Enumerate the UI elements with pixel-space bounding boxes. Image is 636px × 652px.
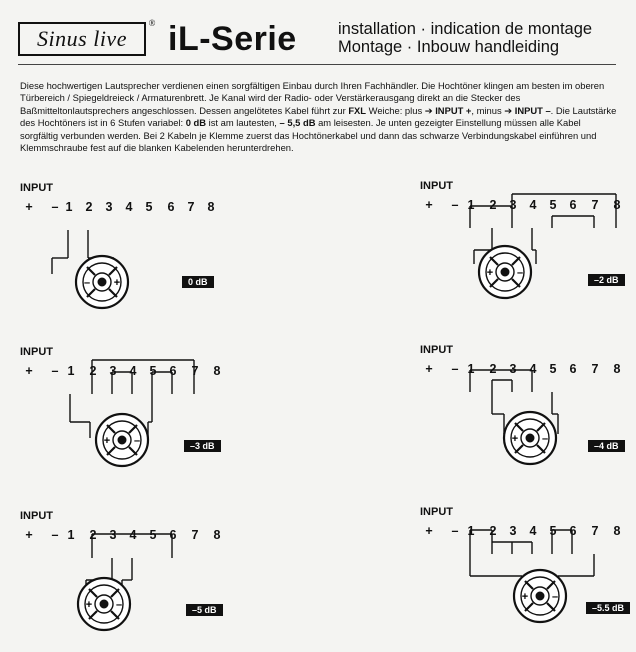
terminal-label: 3 (509, 198, 517, 212)
wiring-svg (20, 358, 230, 488)
terminal-label: 2 (85, 200, 93, 214)
header-divider (18, 64, 616, 65)
speaker-left-polarity: + (511, 433, 519, 445)
terminal-label: 2 (489, 198, 497, 212)
series-title: iL-Serie (168, 20, 297, 58)
speaker-left-polarity: + (521, 591, 529, 603)
tweeter-speaker-icon (504, 412, 556, 464)
terminal-label: – (451, 524, 459, 538)
terminal-label: 8 (613, 198, 621, 212)
speaker-left-polarity: + (85, 599, 93, 611)
terminal-label: 7 (187, 200, 195, 214)
input-label: INPUT (20, 346, 53, 358)
terminal-label: + (425, 198, 433, 212)
terminal-label: + (25, 200, 33, 214)
wiring-diagram (20, 182, 230, 312)
terminal-label: 5 (145, 200, 153, 214)
terminal-label: 7 (591, 362, 599, 376)
terminal-label: 3 (105, 200, 113, 214)
intro-paragraph: Diese hochwertigen Lautsprecher verdienen einen sorgfältigen Einbau durch Ihren Fachhändler. Die Hochtöner klingen am besten im oberen Türbereich / Spiegeldreieck / Armaturenbrett. Je Kanal wird der Radio- oder Verstärkerausgang direkt an die Stecker des Baßmitteltonlautsprechers angeschlossen. Dessen angelötetes Kabel führt zur FXL Weiche: plus ➔ INPUT +, minus ➔ INPUT –. Die Lautstärke des Hochtöners ist in 6 Stufen variabel: 0 dB ist am lautesten, – 5,5 dB am leisesten. Je unten gezeigter Einstellung müssen alle Kabel sorgfältig verbunden werden. Bei 2 Kabeln je Klemme zuerst das Hochtönerkabel und dann das schwarze Verbindungskabel einführen und Klemmschraube fest auf die blanken Kabelenden herunterdrehen. (20, 80, 617, 154)
terminal-label: 7 (191, 364, 199, 378)
speaker-right-polarity: – (516, 267, 524, 279)
attenuation-badge: –2 dB (588, 274, 625, 286)
terminal-label: 1 (467, 362, 475, 376)
terminal-label: 2 (89, 364, 97, 378)
terminal-label: + (425, 362, 433, 376)
terminal-label: 1 (65, 200, 73, 214)
terminal-label: 3 (509, 362, 517, 376)
speaker-right-polarity: – (115, 599, 123, 611)
terminal-label: 8 (207, 200, 215, 214)
terminal-label: 1 (67, 364, 75, 378)
terminal-label: – (451, 198, 459, 212)
terminal-label: 6 (569, 362, 577, 376)
terminal-label: 4 (129, 528, 137, 542)
terminal-label: 6 (167, 200, 175, 214)
terminal-label: 6 (569, 198, 577, 212)
speaker-left-polarity: + (103, 435, 111, 447)
terminal-label: 7 (591, 524, 599, 538)
terminal-label: 7 (191, 528, 199, 542)
terminal-label: 5 (549, 362, 557, 376)
header-line-2: Montage · Inbouw handleiding (338, 38, 560, 56)
terminal-label: 5 (549, 524, 557, 538)
wiring-diagram (20, 510, 230, 640)
speaker-right-polarity: – (541, 433, 549, 445)
tweeter-speaker-icon (479, 246, 531, 298)
input-label: INPUT (20, 510, 53, 522)
wiring-diagram (20, 346, 230, 476)
terminal-label: 6 (569, 524, 577, 538)
terminal-label: 8 (213, 528, 221, 542)
terminal-label: 4 (529, 362, 537, 376)
wiring-diagram (420, 180, 630, 310)
attenuation-badge: 0 dB (182, 276, 214, 288)
terminal-label: 1 (67, 528, 75, 542)
attenuation-badge: –4 dB (588, 440, 625, 452)
terminal-label: 8 (613, 362, 621, 376)
wiring-diagram (420, 506, 630, 636)
wiring-diagram (420, 344, 630, 474)
terminal-label: 5 (149, 364, 157, 378)
input-label: INPUT (20, 182, 53, 194)
attenuation-badge: –5.5 dB (586, 602, 630, 614)
terminal-label: 4 (529, 524, 537, 538)
speaker-right-polarity: – (551, 591, 559, 603)
attenuation-badge: –5 dB (186, 604, 223, 616)
speaker-right-polarity: + (113, 277, 121, 289)
tweeter-speaker-icon (96, 414, 148, 466)
terminal-label: 1 (467, 524, 475, 538)
sinus-live-logo: Sinus live ® (18, 22, 146, 56)
terminal-label: 1 (467, 198, 475, 212)
speaker-left-polarity: – (83, 277, 91, 289)
input-label: INPUT (420, 180, 453, 192)
terminal-label: 4 (125, 200, 133, 214)
terminal-label: – (451, 362, 459, 376)
terminal-label: + (425, 524, 433, 538)
terminal-label: 4 (529, 198, 537, 212)
wiring-svg (420, 518, 630, 648)
input-label: INPUT (420, 506, 453, 518)
attenuation-badge: –3 dB (184, 440, 221, 452)
terminal-label: 2 (489, 362, 497, 376)
terminal-label: 5 (549, 198, 557, 212)
header (0, 0, 636, 72)
terminal-label: 6 (169, 364, 177, 378)
terminal-label: 3 (109, 364, 117, 378)
wiring-svg (20, 522, 230, 652)
tweeter-speaker-icon (514, 570, 566, 622)
terminal-label: 2 (489, 524, 497, 538)
terminal-label: + (25, 364, 33, 378)
terminal-label: 4 (129, 364, 137, 378)
terminal-label: – (51, 528, 59, 542)
wiring-svg (20, 194, 230, 324)
wiring-svg (420, 356, 630, 486)
tweeter-speaker-icon (76, 256, 128, 308)
terminal-label: 7 (591, 198, 599, 212)
terminal-label: 3 (509, 524, 517, 538)
terminal-label: 6 (169, 528, 177, 542)
speaker-right-polarity: – (133, 435, 141, 447)
terminal-label: 5 (149, 528, 157, 542)
terminal-label: – (51, 200, 59, 214)
header-subtitles (338, 20, 592, 56)
terminal-label: 8 (613, 524, 621, 538)
terminal-label: 8 (213, 364, 221, 378)
terminal-label: 2 (89, 528, 97, 542)
terminal-label: – (51, 364, 59, 378)
registered-mark: ® (148, 18, 156, 28)
header-line-1: installation · indication de montage (338, 20, 593, 38)
input-label: INPUT (420, 344, 453, 356)
tweeter-speaker-icon (78, 578, 130, 630)
speaker-left-polarity: + (486, 267, 494, 279)
wiring-svg (420, 192, 630, 322)
terminal-label: + (25, 528, 33, 542)
terminal-label: 3 (109, 528, 117, 542)
